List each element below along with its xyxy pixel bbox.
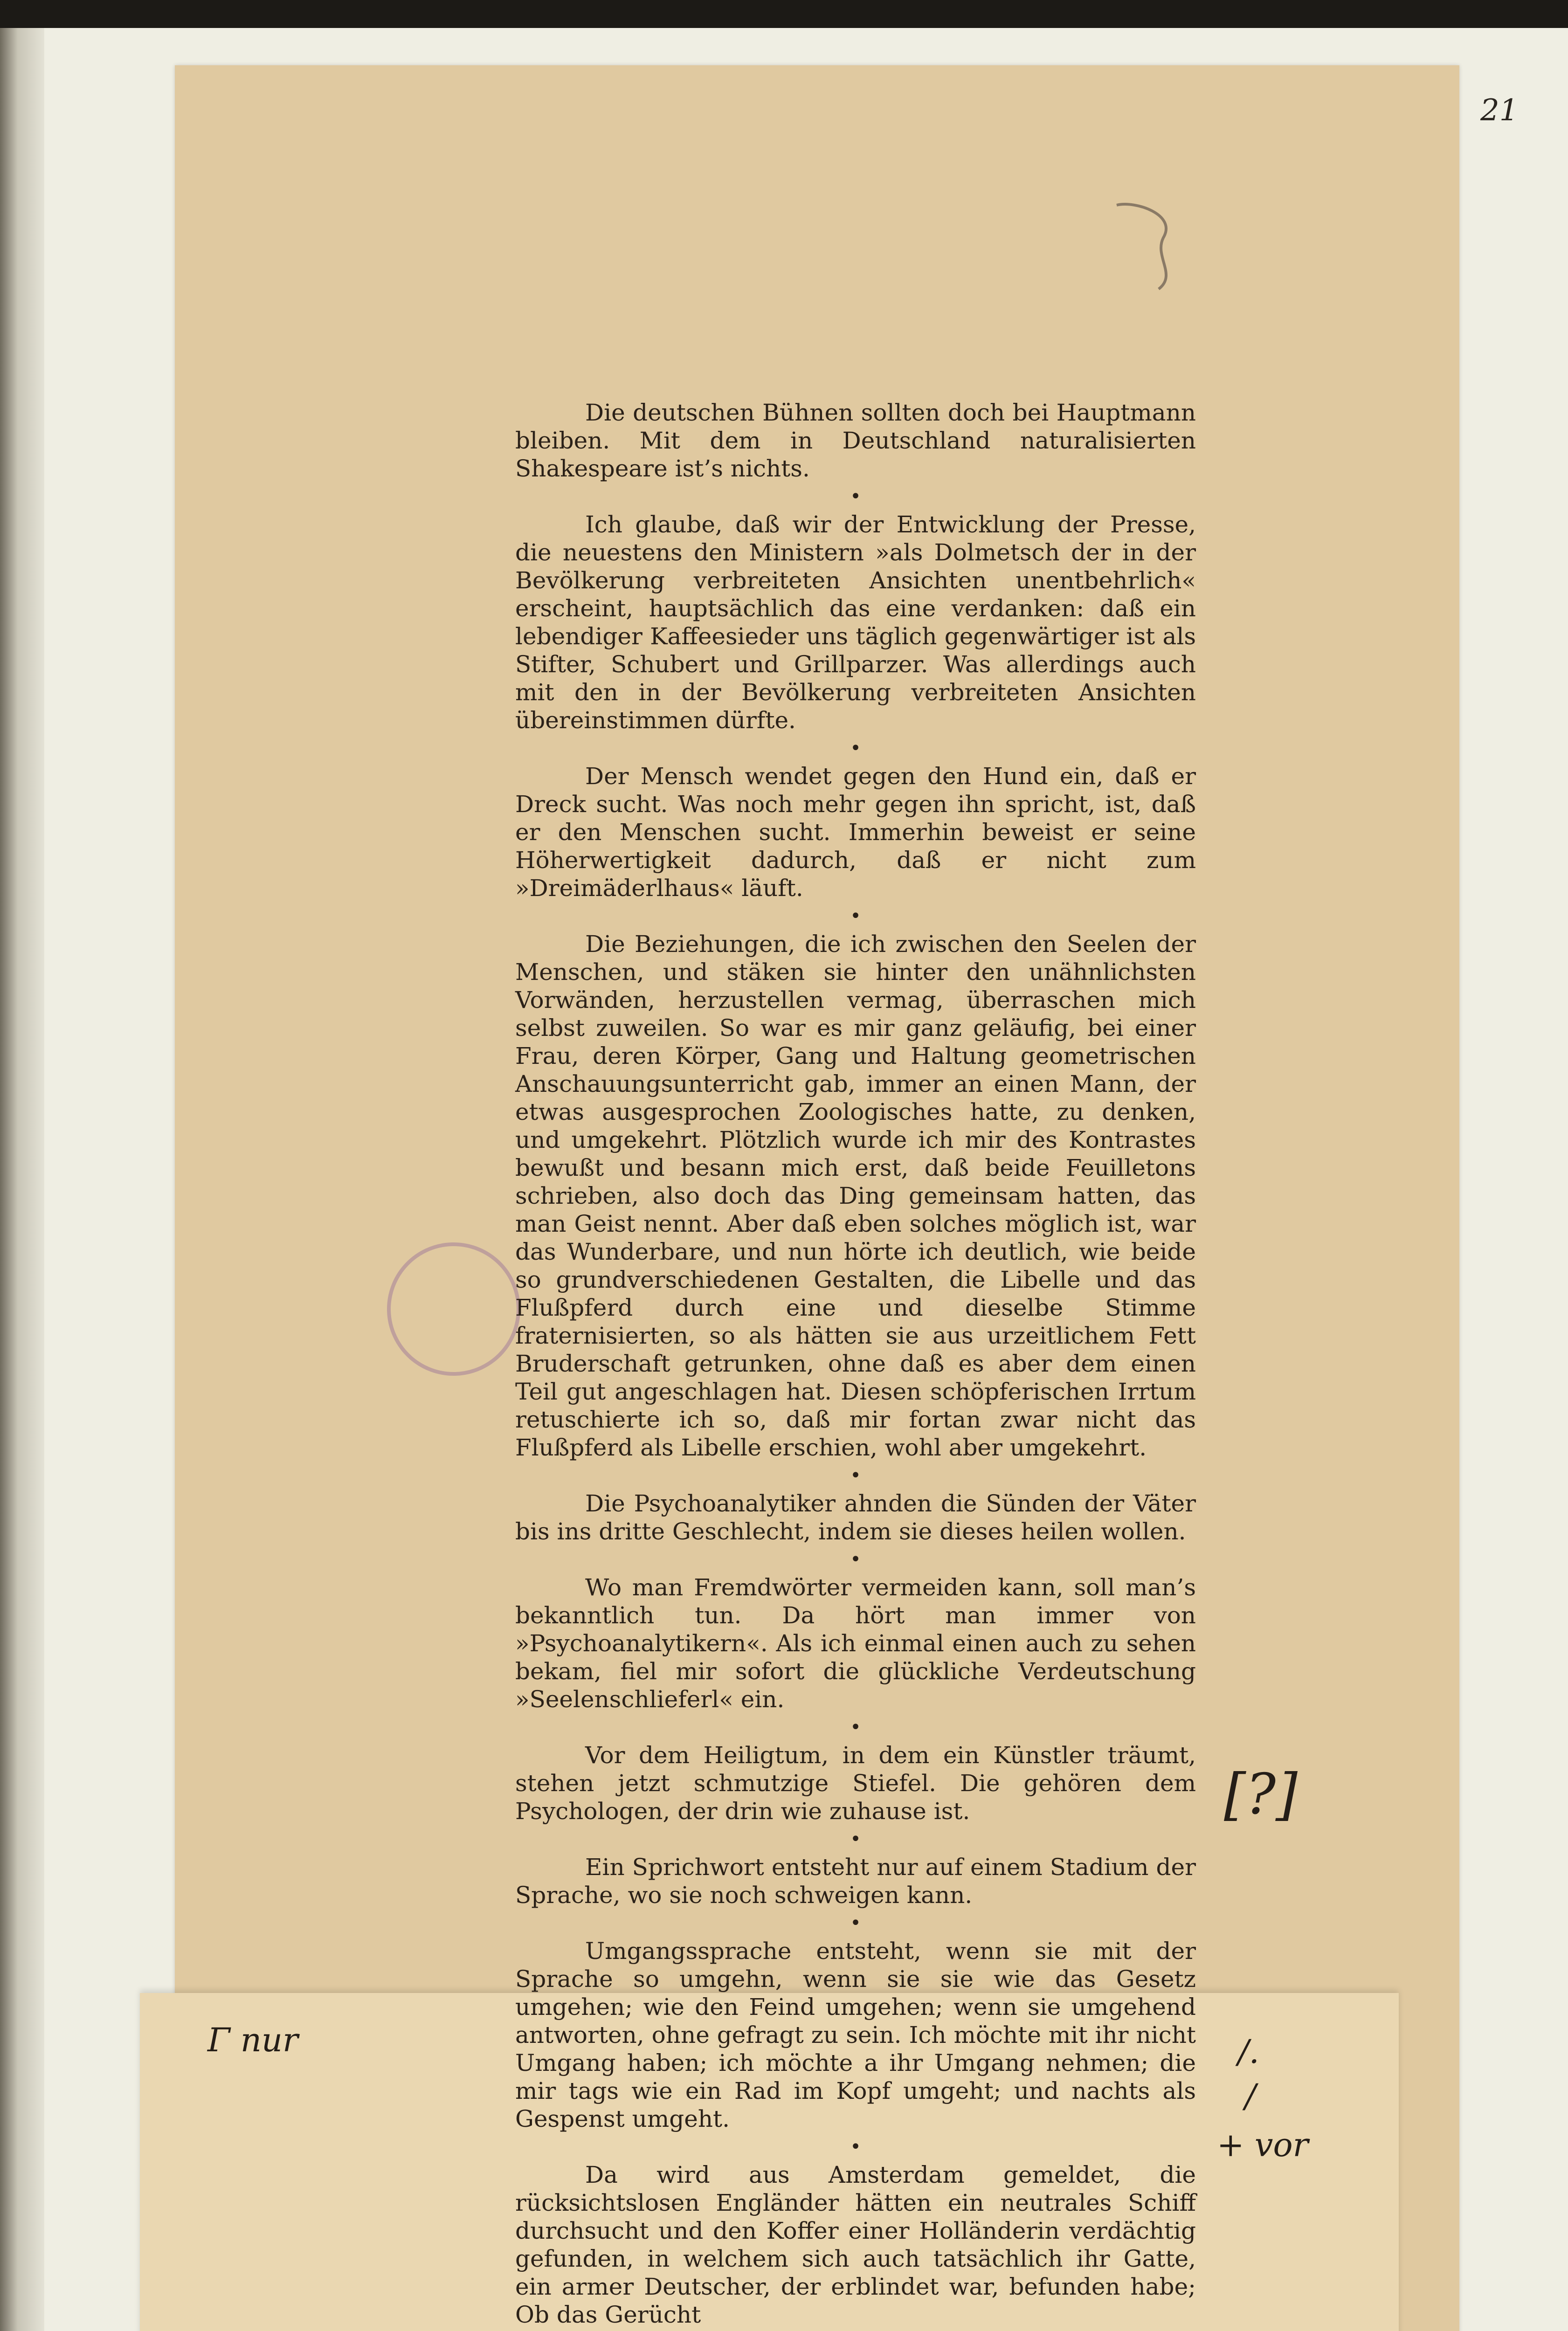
aphorism-paragraph: Ein Sprichwort entsteht nur auf einem Stadium der Sprache, wo sie noch schweigen kann. <box>515 1854 1196 1909</box>
aphorism-paragraph: Die Beziehungen, die ich zwischen den Seelen der Menschen, und stäken sie hinter den unähnlichsten Vorwänden, herzustellen vermag, überraschen mich selbst zuweilen. So war es mir ganz geläufig, bei einer Frau, deren Körper, Gang und Haltung geometrischen Anschauungsunterricht gab, immer an einen Mann, der etwas ausgesprochen Zoologisches hatte, zu denken, und umgekehrt. Plötzlich wurde ich mir des Kontrastes bewußt und besann mich erst, daß beide Feuilletons schrieben, also doch das Ding gemeinsam hatten, das man Geist nennt. Aber daß eben solches möglich ist, war das Wunderbare, und nun hörte ich deutlich, wie beide so grundverschiedenen Gestalten, die Libelle und das Flußpferd durch eine und dieselbe Stimme fraternisierten, so als hätten sie aus urzeitlichem Fett Bruderschaft getrunken, ohne daß es aber dem einen Teil gut angeschlagen hat. Diesen schöpferischen Irrtum retuschierte ich so, daß mir fortan zwar nicht das Flußpferd als Libelle erschien, wohl aber umgekehrt. <box>515 931 1196 1461</box>
handwritten-mark: /. <box>1238 2033 1259 2071</box>
aphorism-text-column <box>515 399 1196 2329</box>
separator-dot: • <box>850 738 861 759</box>
aphorism-paragraph: Die Psychoanalytiker ahnden die Sünden der Väter bis ins dritte Geschlecht, indem sie dieses heilen wollen. <box>515 1490 1196 1545</box>
handwritten-mark: / <box>1245 2077 1256 2115</box>
aphorism-paragraph: Die deutschen Bühnen sollten doch bei Hauptmann bleiben. Mit dem in Deutschland naturalisierten Shakespeare ist’s nichts. <box>515 399 1196 482</box>
aphorism-paragraph: Ich glaube, daß wir der Entwicklung der Presse, die neuestens den Ministern »als Dolmetsch der in der Bevölkerung verbreiteten Ansichten unentbehrlich« erscheint, hauptsächlich das eine verdanken: daß ein lebendiger Kaffeesieder uns täglich gegenwärtiger ist als Stifter, Schubert und Grillparzer. Was allerdings auch mit den in der Bevölkerung verbreiteten Ansichten übereinstimmen dürfte. <box>515 511 1196 734</box>
separator-dot: • <box>850 486 861 507</box>
album-binding <box>0 28 44 2331</box>
library-stamp <box>368 1224 539 1395</box>
separator-dot: • <box>850 1549 861 1570</box>
pencil-mark-icon <box>1107 200 1187 294</box>
separator-dot: • <box>850 1717 861 1738</box>
aphorism-paragraph: Umgangssprache entsteht, wenn sie mit der Sprache so umgehn, wenn sie sie wie das Gesetz umgehen; wie den Feind umgehen; wenn sie umgehend antworten, ohne gefragt zu sein. Ich möchte mit ihr nicht Umgang haben; ich möchte a ihr Umgang nehmen; die mir tags wie ein Rad im Kopf umgeht; und nachts als Gespenst umgeht. <box>515 1938 1196 2132</box>
separator-dot: • <box>850 905 861 927</box>
separator-dot: • <box>850 1828 861 1850</box>
aphorism-paragraph: Da wird aus Amsterdam gemeldet, die rücksichtslosen Engländer hätten ein neutrales Schiff durchsucht und den Koffer einer Holländerin verdächtig gefunden, in welchem sich auch tatsächlich ihr Gatte, ein armer Deutscher, der erblindet war, befunden habe; Ob das Gerücht <box>515 2161 1196 2328</box>
separator-dot: • <box>850 1912 861 1934</box>
handwritten-annotation-right: [?] <box>1224 1762 1298 1827</box>
separator-dot: • <box>850 2136 861 2158</box>
aphorism-paragraph: Der Mensch wendet gegen den Hund ein, daß er Dreck sucht. Was noch mehr gegen ihn spricht, ist, daß er den Menschen sucht. Immerhin beweist er seine Höherwertigkeit dadurch, daß er nicht zum »Dreimäderlhaus« läuft. <box>515 763 1196 902</box>
aphorism-paragraph: Vor dem Heiligtum, in dem ein Künstler träumt, stehen jetzt schmutzige Stiefel. Die gehören dem Psychologen, der drin wie zuhause ist. <box>515 1742 1196 1825</box>
separator-dot: • <box>850 1465 861 1486</box>
aphorism-paragraph: Wo man Fremdwörter vermeiden kann, soll man’s bekanntlich tun. Da hört man immer von »Psychoanalytikern«. Als ich einmal einen auch zu sehen bekam, fiel mir sofort die glückliche Verdeutschung »Seelenschlieferl« ein. <box>515 1574 1196 1713</box>
folio-number: 21 <box>1480 93 1519 128</box>
handwritten-insertion: + vor <box>1217 2126 1309 2164</box>
handwritten-annotation-left: Γ nur <box>207 2021 298 2059</box>
